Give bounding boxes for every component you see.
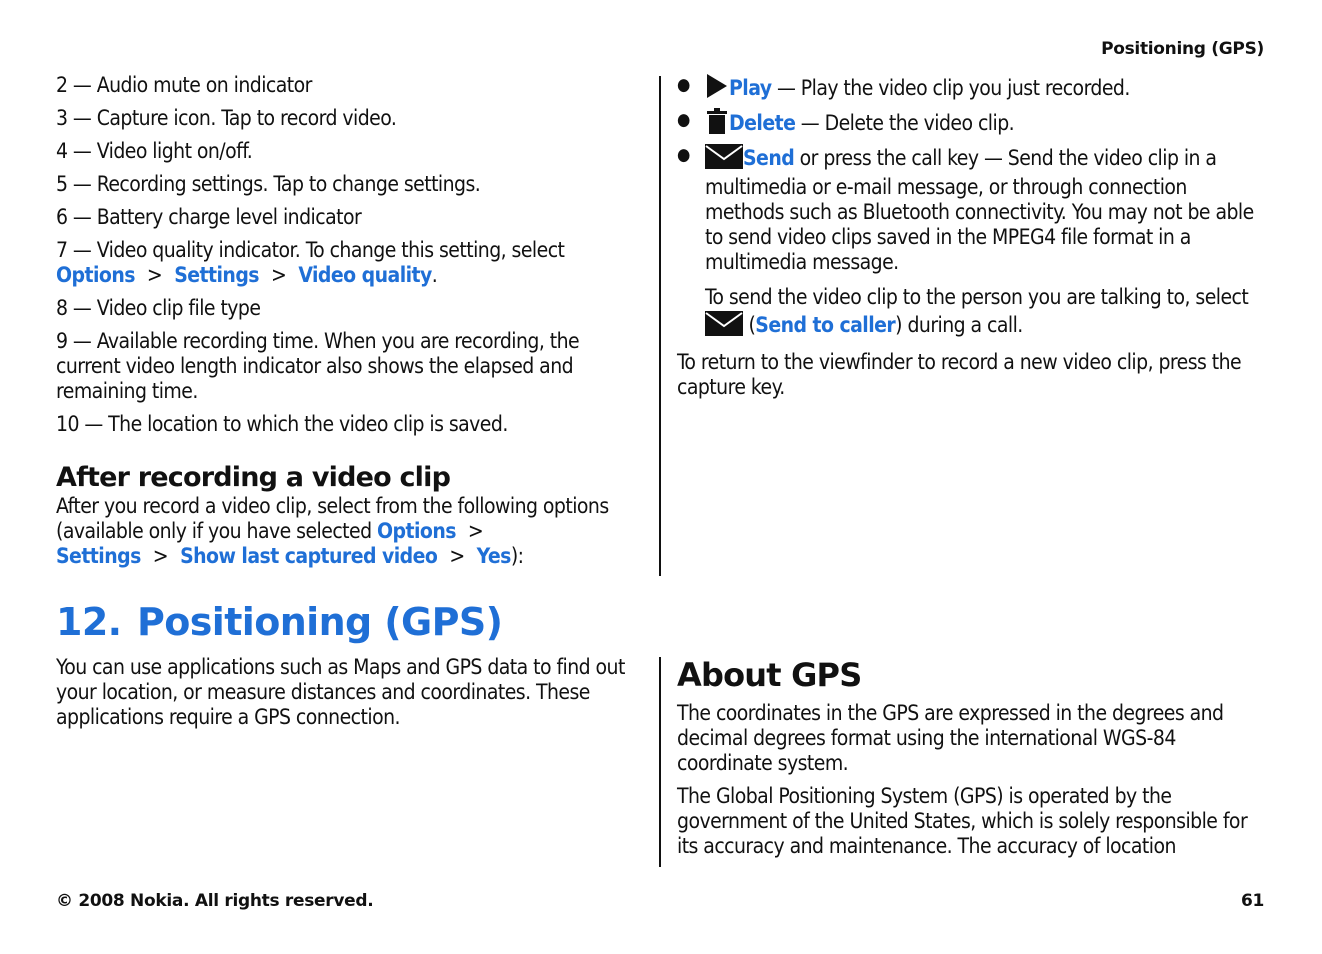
after-recording-text: After you record a video clip, select from the following options (available only if you have selected Options > Settings > Show last captured video > Yes): xyxy=(56,494,609,568)
send-icon xyxy=(705,310,743,342)
running-header: Positioning (GPS) xyxy=(1101,39,1264,59)
list-item: 2 — Audio mute on indicator xyxy=(56,73,312,97)
list-item: 4 — Video light on/off. xyxy=(56,139,253,163)
list-item: 3 — Capture icon. Tap to record video. xyxy=(56,106,397,130)
column-divider xyxy=(659,657,661,867)
list-item-video-quality: 7 — Video quality indicator. To change this setting, select Options > Settings > Video quality. xyxy=(56,238,565,287)
chapter-title xyxy=(56,598,502,646)
menu-path-video-quality: Video quality xyxy=(298,263,432,287)
list-item-send: ● Send or press the call key — Send the video clip in a multimedia or e-mail message, or through connection methods such as Bluetooth connectivity. You may not be able to send video clips saved in the MPEG4 file format in a multimedia message. xyxy=(677,143,1267,275)
chapter-number: 12. xyxy=(56,600,122,644)
menu-path-settings: Settings xyxy=(56,544,141,568)
list-item: 9 — Available recording time. When you are recording, the current video length indicator also shows the elapsed and remaining time. xyxy=(56,329,580,403)
copyright: © 2008 Nokia. All rights reserved. xyxy=(56,891,374,911)
play-icon xyxy=(705,73,729,105)
chapter-name: Positioning (GPS) xyxy=(137,600,503,644)
list-item: 6 — Battery charge level indicator xyxy=(56,205,362,229)
menu-path-settings: Settings xyxy=(174,263,260,287)
left-column xyxy=(56,73,636,577)
section-heading-about-gps: About GPS xyxy=(677,656,862,694)
column-divider xyxy=(659,76,661,576)
about-gps-paragraph: The Global Positioning System (GPS) is operated by the government of the United States, which is solely responsible for its accuracy and maintenance. The accuracy of location xyxy=(677,784,1248,858)
right-column xyxy=(677,73,1267,408)
list-item-delete: ● Delete — Delete the video clip. xyxy=(677,108,1267,140)
menu-path-yes: Yes xyxy=(476,544,511,568)
list-item: 5 — Recording settings. Tap to change settings. xyxy=(56,172,481,196)
menu-path-options: Options xyxy=(56,263,135,287)
intro-text: You can use applications such as Maps and GPS data to find out your location, or measure distances and coordinates. These applications require a GPS connection. xyxy=(56,655,625,729)
return-text: To return to the viewfinder to record a new video clip, press the capture key. xyxy=(677,350,1242,399)
send-icon xyxy=(705,143,743,175)
delete-icon xyxy=(705,108,729,140)
list-item: 8 — Video clip file type xyxy=(56,296,261,320)
menu-path-show-last: Show last captured video xyxy=(180,544,438,568)
send-to-caller-note: To send the video clip to the person you are talking to, select (Send to caller) during a call. xyxy=(677,285,1267,342)
menu-path-options: Options xyxy=(377,519,456,543)
option-list xyxy=(677,73,1267,275)
list-item: 10 — The location to which the video clip is saved. xyxy=(56,412,508,436)
list-item-play: ● Play — Play the video clip you just recorded. xyxy=(677,73,1267,105)
page-number: 61 xyxy=(1240,891,1264,911)
about-gps-paragraph: The coordinates in the GPS are expressed in the degrees and decimal degrees format using the international WGS-84 coordinate system. xyxy=(677,701,1224,775)
about-gps-column xyxy=(677,655,1267,867)
intro-column xyxy=(56,655,636,738)
section-heading-after-recording: After recording a video clip xyxy=(56,462,451,493)
